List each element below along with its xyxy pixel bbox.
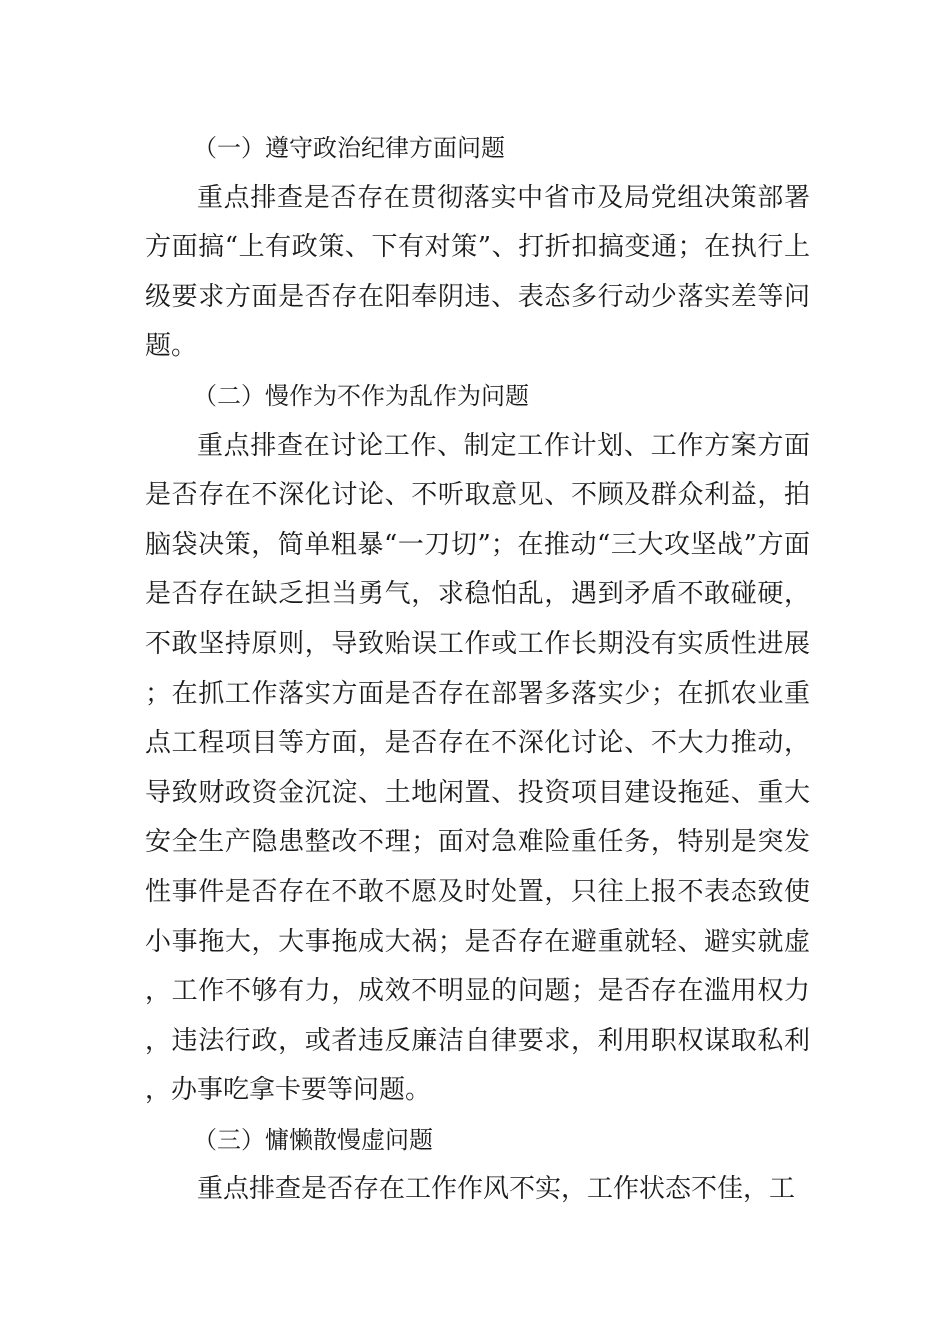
section-heading-2: （二）慢作为不作为乱作为问题: [193, 381, 529, 410]
section-paragraph-1: 重点排查是否存在贯彻落实中省市及局党组决策部署方面搞“上有政策、下有对策”、打折扣搞变通；在执行上级要求方面是否存在阳奉阴违、表态多行动少落实差等问题。: [145, 182, 810, 362]
section-paragraph-2: 重点排查在讨论工作、制定工作计划、工作方案方面是否存在不深化讨论、不听取意见、不顾及群众利益，拍脑袋决策，简单粗暴“一刀切”；在推动“三大攻坚战”方面是否存在缺乏担当勇气，求稳怕乱，遇到矛盾不敢碰硬，不敢坚持原则，导致贻误工作或工作长期没有实质性进展；在抓工作落实方面是否存在部署多落实少；在抓农业重点工程项目等方面，是否存在不深化讨论、不大力推动，导致财政资金沉淀、土地闲置、投资项目建设拖延、重大安全生产隐患整改不理；面对急难险重任务，特别是突发性事件是否存在不敢不愿及时处置，只往上报不表态致使小事拖大，大事拖成大祸；是否存在避重就轻、避实就虚，工作不够有力，成效不明显的问题；是否存在滥用权力，违法行政，或者违反廉洁自律要求，利用职权谋取私利，办事吃拿卡要等问题。: [145, 430, 810, 1106]
section-heading-3: （三）慵懒散慢虚问题: [193, 1125, 433, 1154]
section-paragraph-3: 重点排查是否存在工作作风不实，工作状态不佳，工: [197, 1174, 796, 1205]
document-body: [145, 124, 810, 1215]
section-heading-1: （一）遵守政治纪律方面问题: [193, 134, 505, 162]
